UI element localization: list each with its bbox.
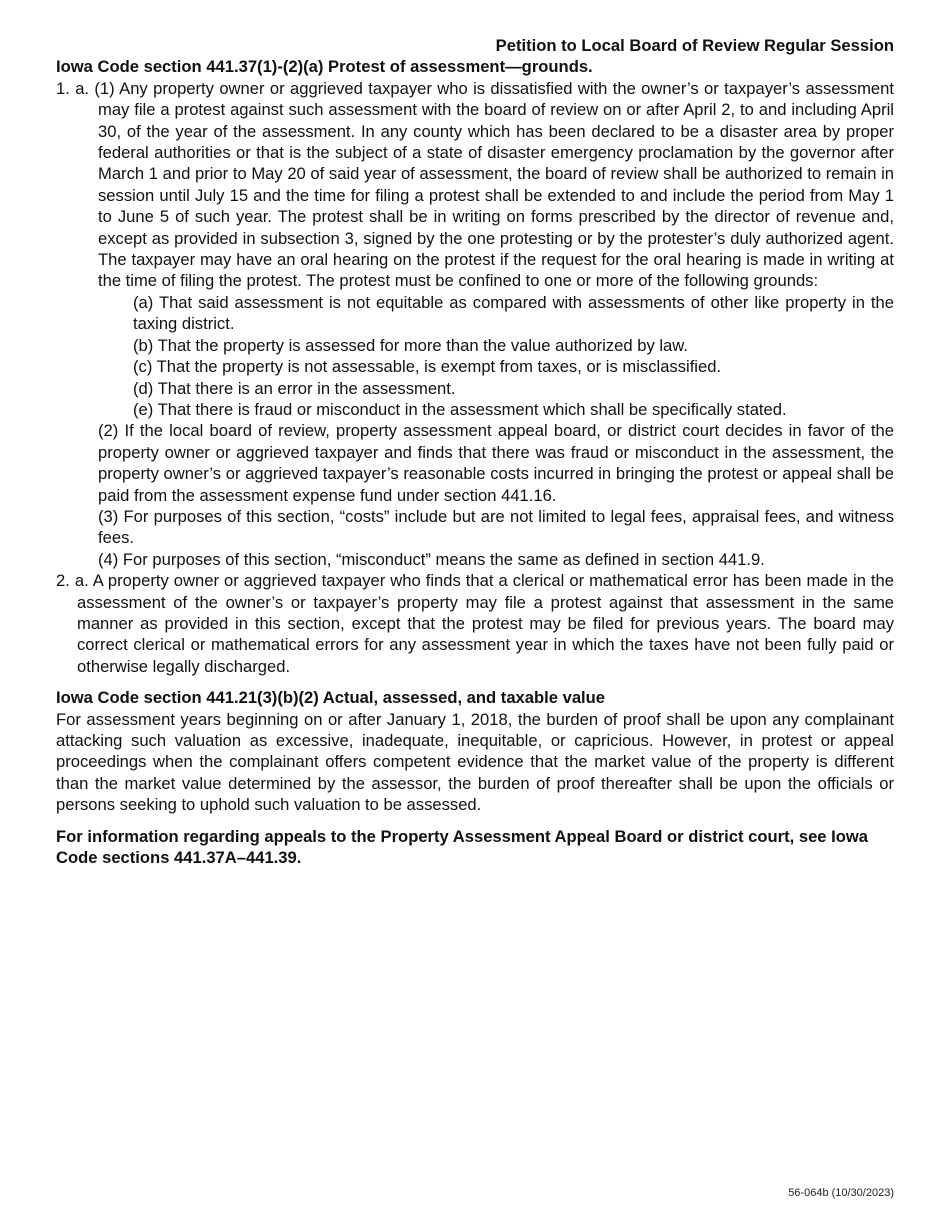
- ground-c: (c) That the property is not assessable, is exempt from taxes, or is misclassified.: [133, 357, 722, 377]
- form-number: 56-064b (10/30/2023): [788, 1187, 894, 1199]
- paragraph-1a-2: (2) If the local board of review, property assessment appeal board, or district court decides in favor of the property owner or aggrieved taxpayer and finds that there was fraud or misconduct in the assessment, the property owner’s or aggrieved taxpayer’s reasonable costs incurred in bringing the protest or appeal shall be paid from the assessment expense fund under section 441.16.: [98, 421, 894, 505]
- ground-d: (d) That there is an error in the assessment.: [133, 378, 456, 398]
- ground-b: (b) That the property is assessed for more than the value authorized by law.: [133, 335, 688, 355]
- section1-heading: Iowa Code section 441.37(1)-(2)(a) Protest of assessment—grounds.: [56, 57, 593, 77]
- document-page: [56, 35, 894, 868]
- section-protest-grounds: [56, 56, 894, 677]
- section-actual-assessed-value: [56, 687, 894, 815]
- section2-heading: Iowa Code section 441.21(3)(b)(2) Actual, assessed, and taxable value: [56, 688, 606, 708]
- form-title: Petition to Local Board of Review Regular Session: [495, 36, 894, 55]
- ground-e: (e) That there is fraud or misconduct in the assessment which shall be specifically stated.: [133, 399, 787, 419]
- paragraph-1a-3: (3) For purposes of this section, “costs” include but are not limited to legal fees, appraisal fees, and witness fees.: [98, 506, 894, 548]
- paragraph-2a: 2. a. A property owner or aggrieved taxpayer who finds that a clerical or mathematical error has been made in the assessment of the owner’s or taxpayer’s property may file a protest against that assessment in the same manner as provided in this section, except that the protest may be filed for previous years. The board may correct clerical or mathematical errors for any assessment year in which the taxes have not been fully paid or otherwise legally discharged.: [56, 571, 894, 676]
- section2-body: For assessment years beginning on or after January 1, 2018, the burden of proof shall be upon any complainant attacking such valuation as excessive, inadequate, inequitable, or capricious. However, in protest or appeal proceedings when the complainant offers competent evidence that the market value of the property is different than the market value determined by the assessor, the burden of proof thereafter shall be upon the officials or persons seeking to uphold such valuation to be assessed.: [56, 709, 894, 815]
- ground-a: (a) That said assessment is not equitable as compared with assessments of other like property in the taxing district.: [133, 292, 894, 334]
- paragraph-1a-4: (4) For purposes of this section, “misconduct” means the same as defined in section 441.9.: [98, 549, 765, 569]
- appeals-note: For information regarding appeals to the Property Assessment Appeal Board or district court, see Iowa Code sections 441.37A–441.39.: [56, 826, 869, 868]
- paragraph-1a-1: 1. a. (1) Any property owner or aggrieved taxpayer who is dissatisfied with the owner’s or taxpayer’s assessment may file a protest against such assessment with the board of review on or after April 2, to and including April 30, of the year of the assessment. In any county which has been declared to be a disaster area by proper federal authorities or that is the subject of a state of disaster emergency proclamation by the governor after March 1 and prior to May 20 of said year of assessment, the board of review shall be authorized to remain in session until July 15 and the time for filing a protest shall be extended to and include the period from May 1 to June 5 of such year. The protest shall be in writing on forms prescribed by the director of revenue and, except as provided in subsection 3, signed by the one protesting or by the protester’s duly authorized agent. The taxpayer may have an oral hearing on the protest if the request for the oral hearing is made in writing at the time of filing the protest. The protest must be confined to one or more of the following grounds:: [56, 78, 894, 291]
